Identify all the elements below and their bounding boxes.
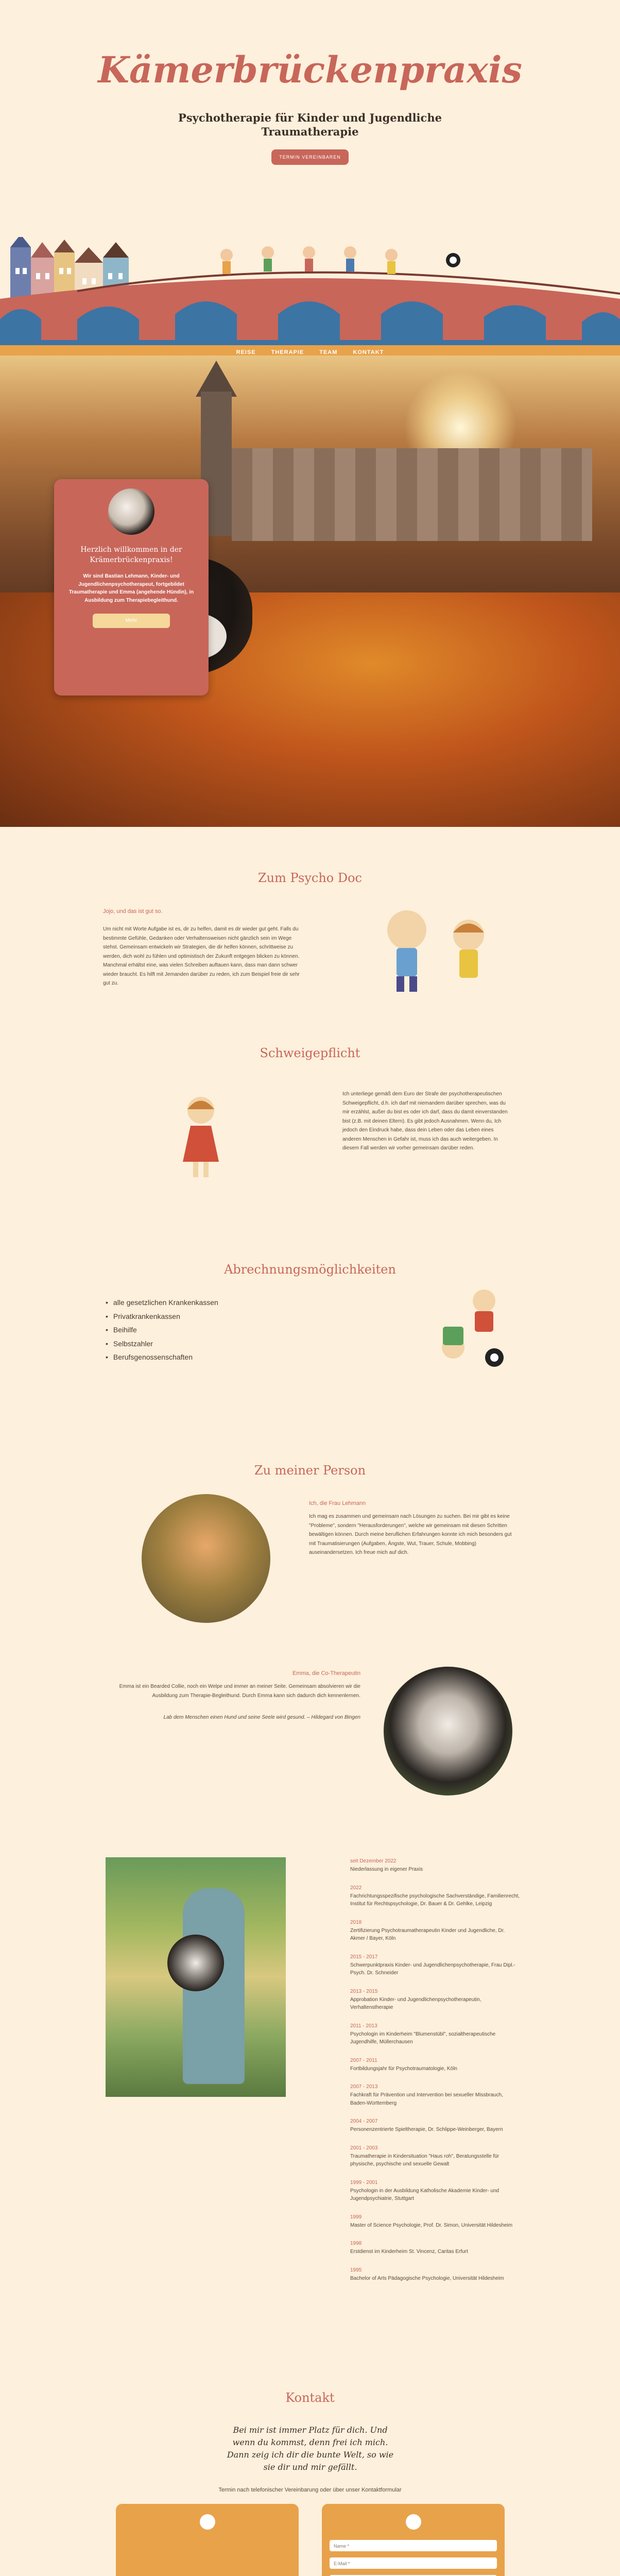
cv-text: Traumatherapie in Kindersituation "Haus roh", Beratungsstelle für physische, psychische und sexuelle Gewalt — [350, 2153, 500, 2167]
phone-icon — [200, 2514, 215, 2530]
dog-title: Emma, die Co-Therapeutin — [292, 1670, 360, 1676]
welcome-title-line2: Krämerbrückenpraxis! — [90, 555, 173, 564]
cv-item — [350, 1988, 520, 2012]
name-field[interactable]: Name * — [330, 2540, 497, 2551]
contact-section — [0, 2388, 620, 2576]
cv-item — [350, 2179, 520, 2203]
cv-item — [350, 2144, 520, 2168]
cv-year: seit Dezember 2022 — [350, 1858, 397, 1864]
cv-year: 2001 - 2003 — [350, 2145, 378, 2151]
tagline-line2: Traumatherapie — [261, 125, 359, 139]
cv-item — [350, 1919, 520, 1943]
contact-info-box — [116, 2504, 299, 2576]
billing-item: • Beihilfe — [106, 1323, 218, 1337]
cv-year: 1998 — [350, 2241, 362, 2246]
cv-text: Approbation Kinder- und Jugendlichenpsychotherapeutin, Verhaltenstherapie — [350, 1996, 481, 2010]
site-logo[interactable]: Kämerbrückenpraxis — [98, 48, 522, 91]
appointment-button[interactable]: TERMIN VEREINBAREN — [271, 149, 349, 165]
billing-section — [0, 1260, 620, 1461]
therapist-title: Ich, die Frau Lehmann — [309, 1500, 366, 1506]
nav-item-therapie[interactable]: THERAPIE — [271, 349, 304, 355]
playing-kids-illustration — [433, 1285, 515, 1378]
held-dog — [167, 1935, 224, 1991]
psycho-doc-heading: Zum Psycho Doc — [257, 871, 362, 885]
confidentiality-section — [0, 1043, 620, 1260]
cv-year: 2007 - 2013 — [350, 2084, 378, 2090]
contact-heading: Kontakt — [285, 2391, 335, 2405]
cv-text: Fachrichtungsspezifische psychologische Sachverständige, Familienrecht, Institut für Rechtspsychologie, Dr. Bauer & Dr. Gehlke, Leipzig — [350, 1893, 520, 1907]
cv-text: Fortbildungsjahr für Psychotraumatologie, Köln — [350, 2065, 457, 2072]
about-heading: Zu meiner Person — [254, 1463, 366, 1478]
cv-list — [350, 1857, 520, 2293]
psycho-doc-section — [0, 827, 620, 1043]
cv-text: Psychologin im Kinderheim "Blumenstübl", sozialtherapeutische Jugendhilfe, Müllerchausen — [350, 2031, 496, 2045]
cv-item — [350, 2057, 520, 2073]
billing-item: • Selbstzahler — [106, 1337, 218, 1351]
billing-item: • Berufsgenossenschaften — [106, 1350, 218, 1364]
contact-quote: Bei mir ist immer Platz für dich. Und wenn du kommst, denn frei ich mich. Dann zeig ich dir die bunte Welt, so wie sie dir und mir gefällt. — [227, 2425, 394, 2472]
therapist-photo — [142, 1494, 270, 1623]
hero-section — [0, 355, 620, 827]
cv-year: 2011 - 2013 — [350, 2023, 377, 2029]
cv-text: Schwerpunktpraxis Kinder- und Jugendlichenpsychotherapie, Frau Dipl.-Psych. Dr. Schneider — [350, 1962, 515, 1976]
cv-text: Psychologin in der Ausbildung Katholische Akademie Kinder- und Jugendpsychiatrie, Stuttgart — [350, 2188, 500, 2201]
dog-text: Emma ist ein Bearded Collie, noch ein Welpe und immer an meiner Seite. Gemeinsam absolvieren wir die Ausbildung zum Therapie-Begleithund. Durch Emma kann sich dadurch dich kennenlernen. — [119, 1684, 360, 1699]
cv-item — [350, 2213, 520, 2230]
welcome-title-line1: Herzlich willkommen in der — [80, 546, 182, 554]
billing-item: • Privatkrankenkassen — [106, 1310, 218, 1324]
cv-year: 2015 - 2017 — [350, 1954, 378, 1960]
cv-year: 2007 - 2011 — [350, 2057, 377, 2063]
nav-item-kontakt[interactable]: KONTAKT — [353, 349, 384, 355]
cv-year: 1995 — [350, 2267, 362, 2273]
cv-year: 2013 - 2015 — [350, 1988, 378, 1994]
cv-year: 2004 - 2007 — [350, 2119, 378, 2124]
cv-item — [350, 2083, 520, 2107]
cv-text: Zertifizierung Psychotraumatherapeutin Kinder und Jugendliche, Dr. Akmer / Bayer, Köln — [350, 1927, 505, 1941]
welcome-text: Wir sind Bastian Lehmann, Kinder- und Jugendlichenpsychotherapeut, fortgebildet Traumatherapie und Emma (angehende Hündin), in Ausbildung zum Therapiebegleithund. — [68, 573, 194, 603]
confidentiality-heading: Schweigepflicht — [260, 1046, 360, 1060]
welcome-card — [54, 479, 209, 696]
nav-item-team[interactable]: TEAM — [319, 349, 338, 355]
cv-item — [350, 2240, 520, 2256]
confidentiality-text: Ich unterliege gemäß dem Euro der Strafe der psychotherapeutischen Schweigepflicht, d.h. ich darf mit niemandem darüber sprechen, was du mir erzählst, außer du bist es oder ich darf, dass du damit einverstanden bist (z.B. mit deinen Eltern). Es gibt jedoch Ausnahmen. Wenn du, Ich jedoch den Eindruck habe, dass dein Leben oder das Leben eines anderen Menschen in Gefahr ist, muss ich das auch weitergeben. In diesem Fall werden wir vorher gemeinsam darüber reden. — [342, 1091, 508, 1151]
kids-illustration — [371, 904, 525, 997]
cv-section — [0, 1852, 620, 2388]
contact-subtitle: Termin nach telefonischer Vereinbarung oder über unser Kontaktformular — [218, 2487, 402, 2493]
email-field[interactable]: E-Mail * — [330, 2557, 497, 2569]
welcome-dog-photo — [108, 488, 154, 535]
cv-year: 1999 - 2001 — [350, 2179, 378, 2185]
cv-text: Erstdienst im Kinderheim St. Vincenz, Caritas Erfurt — [350, 2249, 468, 2255]
nav-item-reise[interactable]: REISE — [236, 349, 256, 355]
hero-houses — [232, 448, 592, 541]
tagline-line1: Psychotherapie für Kinder und Jugendliche — [178, 111, 442, 124]
tagline — [0, 111, 620, 139]
cv-text: Bachelor of Arts Pädagogische Psychologie, Universität Hildesheim — [350, 2275, 504, 2281]
dog-photo — [384, 1667, 512, 1795]
billing-heading: Abrechnungsmöglichkeiten — [224, 1262, 396, 1277]
cv-year: 2022 — [350, 1885, 362, 1891]
billing-item: • alle gesetzlichen Krankenkassen — [106, 1296, 218, 1310]
contact-form — [322, 2504, 505, 2576]
cv-item — [350, 1857, 520, 1874]
about-section — [0, 1461, 620, 1852]
bridge-illustration — [0, 237, 620, 355]
cv-year: 2018 — [350, 1919, 362, 1925]
therapist-text: Ich mag es zusammen und gemeinsam nach Lösungen zu suchen. Bei mir gibt es keine "Probleme", sondern "Herausforderungen", welche wir gemeinsam mit diesen Schritten bewältigen können. Durch meine beruflichen Erfahrungen konnte ich mich besonders gut mit Traumatisierungen (Aufgaben, Ängste, Wut, Trauer, Schule, Mobbing) auseinandersetzen. Ich freue mich auf dich. — [309, 1514, 512, 1555]
cv-item — [350, 2022, 520, 2046]
psycho-doc-intro: Jojo, und das ist gut so. — [103, 908, 163, 914]
cv-year: 1999 — [350, 2214, 362, 2220]
girl-illustration — [175, 1090, 227, 1182]
main-nav — [0, 345, 620, 355]
billing-list — [106, 1296, 218, 1364]
cv-text: Master of Science Psychologie, Prof. Dr. Simon, Universität Hildesheim — [350, 2222, 513, 2228]
cv-item — [350, 1953, 520, 1977]
cv-text: Fachkraft für Prävention und Intervention bei sexueller Missbrauch, Baden-Württemberg — [350, 2092, 503, 2106]
welcome-more-button[interactable]: Mehr — [93, 614, 170, 628]
psycho-doc-text: Um nicht mit Worte Aufgabe ist es, dir zu helfen, damit es dir wieder gut geht. Falls du bestimmte Gefühle, Gedanken oder Verhaltensweisen nicht gänzlich sein im Wege stehst. Gemeinsam entwickeln wir Strategien, die dir helfen können, schrittweise zu werden, dich wohl zu fühlen und optimistisch der Zukunft entgegen blicken zu können. Manchmal erhältst eine, was vielen Schreiben auftauen kann, dass man dann schwer wieder braucht. Es hilft mit Jemanden darüber zu reden, ich zum Beispiel freie dir sehr gut zu. — [103, 926, 300, 986]
cv-item — [350, 2266, 520, 2283]
therapist-dog-photo — [106, 1857, 286, 2097]
cv-text: Niederlassung in eigener Praxis — [350, 1867, 423, 1872]
cv-item — [350, 1884, 520, 1908]
welcome-title — [63, 545, 199, 565]
cv-item — [350, 2117, 520, 2134]
site-header — [0, 0, 620, 355]
mail-icon — [406, 2514, 421, 2530]
cv-text: Personenzentrierte Spieltherapie, Dr. Schlippe-Weinberger, Bayern — [350, 2127, 503, 2132]
dog-quote: Lab dem Menschen einen Hund und seine Seele wird gesund. – Hildegard von Bingen — [163, 1715, 360, 1720]
